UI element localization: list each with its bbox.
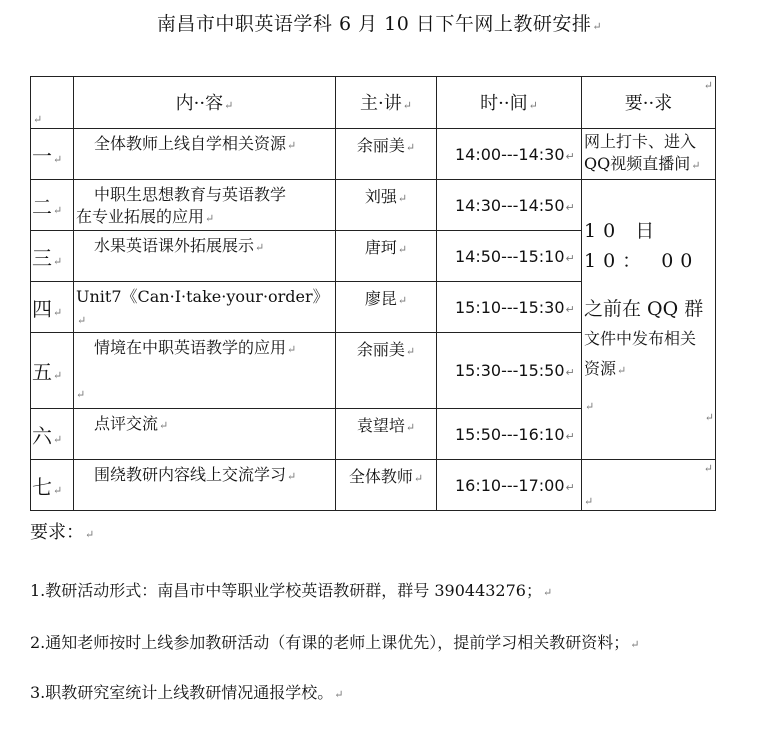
row-number: 四↵ bbox=[31, 282, 74, 333]
document-title: 南昌市中职英语学科 6 月 10 日下午网上教研安排↵ bbox=[156, 13, 603, 35]
header-content: 内··容↵ bbox=[74, 77, 336, 129]
row-speaker: 全体教师↵ bbox=[336, 460, 437, 511]
table-row bbox=[31, 129, 716, 180]
table-row bbox=[31, 460, 716, 511]
row-speaker: 唐珂↵ bbox=[336, 231, 437, 282]
note-item: 3.职教研究室统计上线教研情况通报学校。↵ bbox=[30, 683, 344, 702]
header-time: 时··间↵ bbox=[437, 77, 582, 129]
row-number: 六↵ bbox=[31, 409, 74, 460]
row-speaker: 廖昆↵ bbox=[336, 282, 437, 333]
table-header-row bbox=[31, 77, 716, 129]
row-content: 全体教师上线自学相关资源↵ bbox=[74, 129, 336, 180]
row-content: 中职生思想教育与英语教学 在专业拓展的应用↵ bbox=[74, 180, 336, 231]
header-index-cell: ↵ bbox=[31, 77, 74, 129]
row-time: 16:10---17:00↵ bbox=[437, 460, 582, 511]
requirement-upload: 10 日 10： 00 之前在 QQ 群 文件中发布相关资源↵ ↵ bbox=[582, 180, 716, 460]
schedule-table bbox=[30, 76, 716, 511]
row-speaker: 刘强↵ bbox=[336, 180, 437, 231]
note-item: 2.通知老师按时上线参加教研活动（有课的老师上课优先），提前学习相关教研资料；↵ bbox=[30, 633, 640, 652]
row-number: 三↵ bbox=[31, 231, 74, 282]
notes-heading: 要求：↵ bbox=[30, 522, 95, 543]
row-time: 15:30---15:50↵ bbox=[437, 333, 582, 409]
row-number: 七↵ bbox=[31, 460, 74, 511]
row-content: Unit7《Can·I·take·your·order》↵ bbox=[74, 282, 336, 333]
row-time: 15:10---15:30↵ bbox=[437, 282, 582, 333]
header-requirement: 要··求 ↵ bbox=[582, 77, 716, 129]
row-speaker: 余丽美↵ bbox=[336, 333, 437, 409]
header-speaker: 主·讲↵ bbox=[336, 77, 437, 129]
row-content: 水果英语课外拓展展示↵ bbox=[74, 231, 336, 282]
requirements-notes bbox=[30, 518, 730, 728]
row-speaker: 余丽美↵ bbox=[336, 129, 437, 180]
row-speaker: 袁望培↵ bbox=[336, 409, 437, 460]
row-time: 14:30---14:50↵ bbox=[437, 180, 582, 231]
table-row: 六↵ 点评交流↵ 袁望培↵ 15:50---16:10↵ ↵ bbox=[31, 409, 716, 460]
note-item: 1.教研活动形式：南昌市中等职业学校英语教研群，群号 390443276；↵ bbox=[30, 581, 553, 600]
row-time: 14:00---14:30↵ bbox=[437, 129, 582, 180]
row-content: 情境在中职英语教学的应用↵ ↵ bbox=[74, 333, 336, 409]
row-content: 围绕教研内容线上交流学习↵ bbox=[74, 460, 336, 511]
row-content: 点评交流↵ bbox=[74, 409, 336, 460]
row-number: 五↵ bbox=[31, 333, 74, 409]
table-row bbox=[31, 180, 716, 231]
row-number: 二↵ bbox=[31, 180, 74, 231]
requirement-empty-cell: ↵ ↵ bbox=[582, 460, 716, 511]
row-number: 一↵ bbox=[31, 129, 74, 180]
row-time: 14:50---15:10↵ bbox=[437, 231, 582, 282]
requirement-checkin: 网上打卡、进入QQ视频直播间↵ bbox=[582, 129, 716, 180]
row-time: 15:50---16:10↵ bbox=[437, 409, 582, 460]
